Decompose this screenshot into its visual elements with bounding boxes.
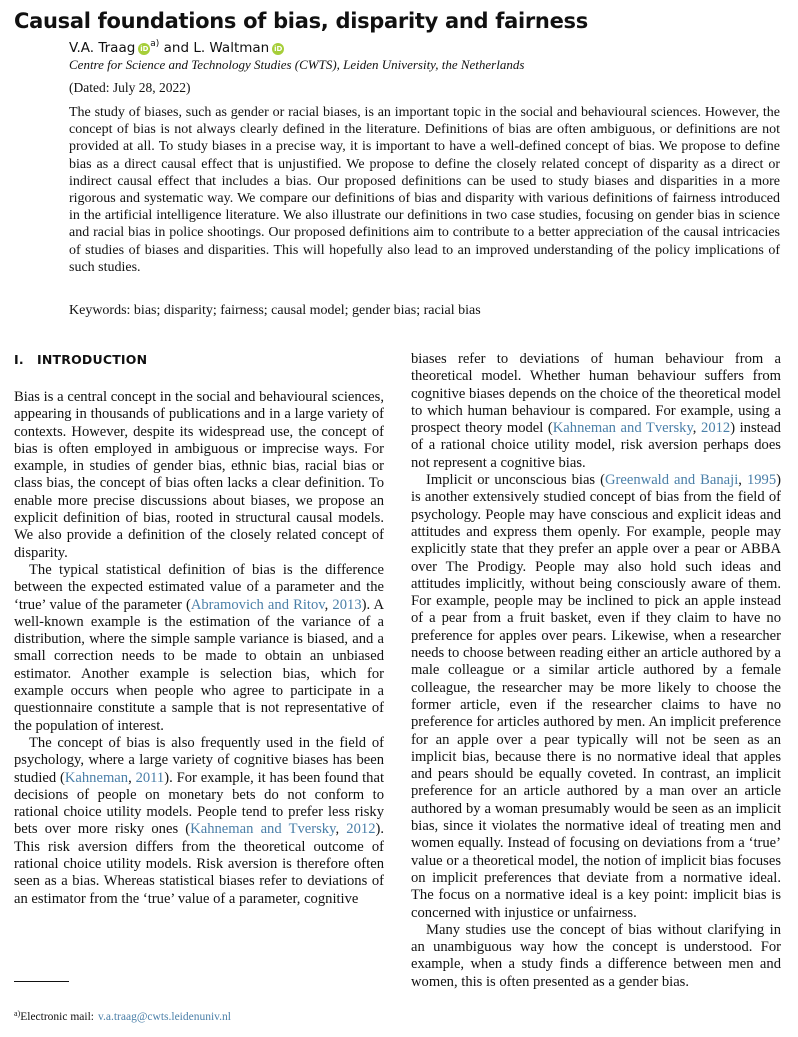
citation-year-link[interactable]: 2012: [346, 821, 376, 838]
email-link[interactable]: v.a.traag@cwts.leidenuniv.nl: [97, 1011, 231, 1023]
left-column: [14, 389, 384, 908]
author-name: L. Waltman: [193, 40, 270, 56]
keywords: Keywords: bias; disparity; fairness; causal model; gender bias; racial bias: [69, 303, 481, 318]
text-run: ,: [335, 821, 347, 838]
paragraph: Bias is a central concept in the social and behavioural sciences, appearing in thousands of publications and in a large variety of contexts. However, despite its widespread use, the concept of bias is often employed in ambiguous or imprecise ways. For example, in studies of gender bias, ethnic bias, racial bias or class bias, the concept of bias often lacks a clear definition. To enable more precise discussions about biases, we propose an explicit definition of bias, rooted in structural causal models. We also provide a definition of the closely related concept of disparity.: [14, 389, 384, 561]
text-run: The concept of bias is also frequently used in the field of psychology, where a large variety of cognitive biases has been studied (: [14, 734, 384, 786]
citation-link[interactable]: Kahneman and Tversky: [552, 420, 693, 437]
text-run: The typical statistical definition of bias is the difference between the expected estimated value of a parameter and the ‘true’ value of the parameter (: [14, 561, 384, 613]
paragraph: [14, 562, 384, 735]
footnote-divider: [14, 981, 69, 982]
citation-link[interactable]: Abramovich and Ritov: [190, 596, 325, 613]
date-line: (Dated: July 28, 2022): [69, 80, 191, 95]
section-title: INTRODUCTION: [37, 352, 148, 367]
text-run: ). This risk aversion differs from the theoretical outcome of rational choice utility models. Risk aversion is therefore often seen as a bias. Whereas statistical biases refer to deviations of an estimator from the ‘true’ value of a parameter, cognitive: [14, 821, 384, 907]
text-run: ,: [692, 420, 702, 437]
footnote-label: Electronic mail:: [20, 1011, 94, 1023]
citation-year-link[interactable]: 2013: [332, 596, 362, 613]
text-run: ). For example, it has been found that decisions of people on monetary bets do not conform to rational choice utility models. People tend to prefer less risky bets over more risky ones (: [14, 769, 385, 838]
author-separator: and: [163, 40, 190, 56]
paragraph: [411, 472, 781, 922]
orcid-icon[interactable]: iD: [274, 45, 283, 53]
citation-link[interactable]: Greenwald and Banaji: [605, 472, 739, 489]
section-heading: [14, 352, 147, 367]
paragraph: [411, 351, 781, 472]
text-run: ,: [738, 472, 747, 489]
paper-title: Causal foundations of bias, disparity and fairness: [14, 9, 588, 33]
footnote: [14, 1011, 231, 1023]
text-run: Implicit or unconscious bias (: [426, 472, 605, 489]
citation-link[interactable]: Kahneman and Tversky: [190, 821, 336, 838]
paragraph: Many studies use the concept of bias without clarifying in an unambiguous way how the concept is understood. For example, when a study finds a difference between men and women, this is often presented as a gender bias.: [411, 921, 781, 990]
right-column: [411, 351, 781, 991]
footnote-mark: a): [14, 1009, 21, 1018]
author-name: V.A. Traag: [69, 40, 136, 56]
text-run: biases refer to deviations of human behaviour from a theoretical model. Whether human behaviour suffers from cognitive biases depends on the choice of the theoretical model to which human behaviour is compared. For example, using a prospect theory model (: [411, 351, 781, 437]
text-run: ) is another extensively studied concept of bias from the field of psychology. People may have conscious and explicit ideas and attitudes and express them openly. For example, people may explicitly state that they prefer an apple over a pear or ABBA over The Prodigy. People may also hold such ideas and attitudes implicitly, without being consciously aware of them. For example, people may be inclined to pick an apple instead of a pear from a fruit basket, even if they claim to have no preference for apples over pears. Likewise, when a researcher needs to choose between reading either an article authored by a male colleague or a similar article authored by a female colleague, the researcher may be more likely to choose the former article, even if the researcher claims to have no preference for articles authored by men. An implicit preference for an apple over a pear typically will not be seen as an implicit bias, because there is no normative ideal that apples and pears should be equally coveted. In contrast, an implicit preference for an article authored by a man over an article authored by a woman presumably would be seen as an implicit bias, since it violates the normative ideal of treating men and women equally. Instead of focusing on deviations from a ‘true’ value or a theoretical model, the notion of implicit bias focuses on implicit preferences that deviate from a normative ideal. The focus on a normative ideal is a key point: implicit bias is concerned with injustice or unfairness.: [411, 472, 781, 921]
text-run: ) instead of a rational choice utility model, risk aversion perhaps does not represent a cognitive bias.: [411, 420, 781, 471]
citation-year-link[interactable]: 1995: [746, 472, 777, 489]
author-line: [69, 40, 284, 56]
text-run: ). A well-known example is the estimation of the variance of a distribution, where the simple sample variance is biased, and a small correction needs to be made to obtain an unbiased estimator. Another example is selection bias, which for example occurs when people who agree to participate in a questionnaire constitute a sample that is not representative of the population of interest.: [14, 596, 384, 734]
text-run: ,: [324, 596, 333, 613]
text-run: ,: [128, 769, 136, 786]
affiliation: Centre for Science and Technology Studies (CWTS), Leiden University, the Netherlands: [69, 57, 525, 72]
footnote-mark[interactable]: a): [150, 39, 160, 49]
citation-year-link[interactable]: 2011: [135, 769, 165, 786]
citation-link[interactable]: Kahneman: [64, 769, 129, 786]
paragraph: [14, 735, 384, 908]
section-number: I.: [14, 352, 24, 367]
abstract: The study of biases, such as gender or racial biases, is an important topic in the social and behavioural sciences. However, the concept of bias is not always clearly defined in the literature. Definitions of bias are often ambiguous, or definitions are not provided at all. To study biases in a precise way, it is important to have a well-defined concept of bias. We propose to define bias as a direct causal effect that is unjustified. We propose to define the closely related concept of disparity as a direct or indirect causal effect that includes a bias. Our proposed definitions can be used to study biases and disparities in a more rigorous and systematic way. We compare our definitions of bias and disparity with various definitions of fairness introduced in the artificial intelligence literature. We also illustrate our definitions in two case studies, focusing on gender bias in science and racial bias in police shootings. Our proposed definitions aim to contribute to a better appreciation of the causal intricacies of studies of biases and disparities. This will hopefully also lead to an improved understanding of the policy implications of such studies.: [69, 105, 780, 275]
orcid-icon[interactable]: iD: [140, 45, 149, 53]
citation-year-link[interactable]: 2012: [701, 420, 731, 437]
